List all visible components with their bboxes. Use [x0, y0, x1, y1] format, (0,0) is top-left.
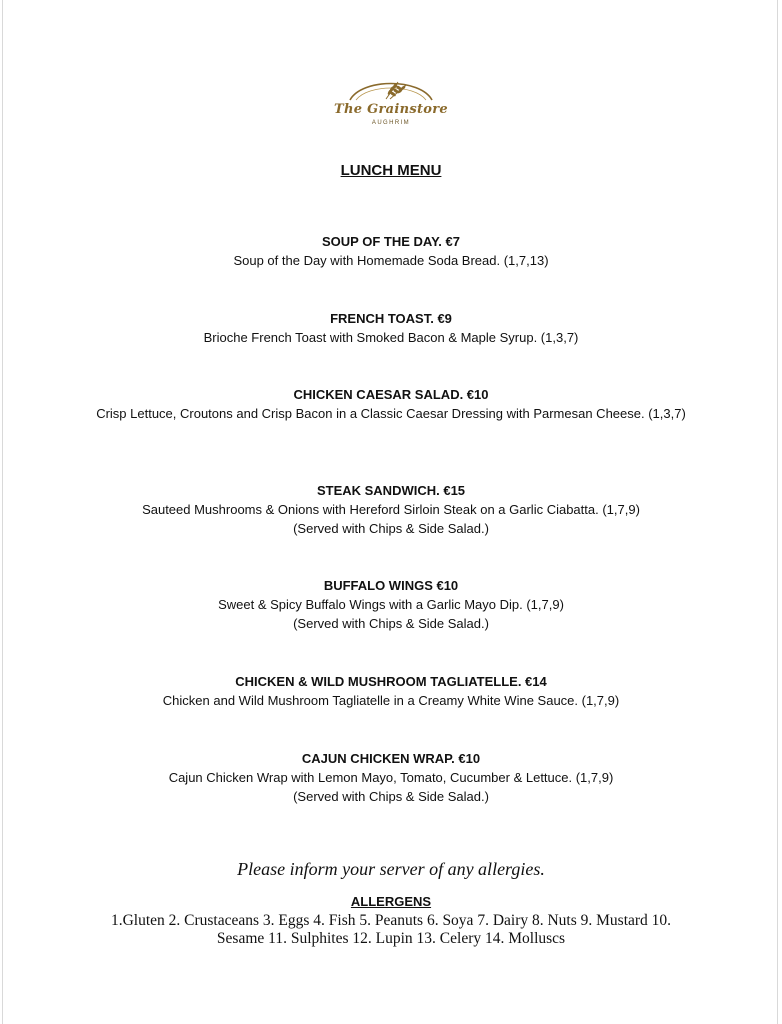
item-description: Cajun Chicken Wrap with Lemon Mayo, Tomato, Cucumber & Lettuce. (1,7,9) [168, 770, 614, 785]
logo-location: AUGHRIM [371, 120, 411, 126]
item-description: Soup of the Day with Homemade Soda Bread. (1,7,13) [233, 253, 549, 268]
item-description: Sweet & Spicy Buffalo Wings with a Garlic Mayo Dip. (1,7,9) [218, 597, 564, 612]
logo-name: The Grainstore [333, 102, 448, 117]
grainstore-logo [320, 74, 462, 132]
item-title: CAJUN CHICKEN WRAP. €10 [301, 751, 481, 766]
menu-item [60, 576, 722, 633]
wheat-arch-icon [320, 74, 462, 104]
allergens-heading: ALLERGENS [350, 894, 432, 909]
menu-item [60, 672, 722, 710]
item-title: SOUP OF THE DAY. €7 [322, 234, 460, 249]
menu-item [60, 309, 722, 347]
item-note: (Served with Chips & Side Salad.) [293, 521, 489, 536]
item-note: (Served with Chips & Side Salad.) [293, 789, 489, 804]
item-title: CHICKEN CAESAR SALAD. €10 [293, 387, 489, 402]
menu-item [60, 385, 722, 423]
item-title: BUFFALO WINGS €10 [323, 578, 459, 593]
item-title: STEAK SANDWICH. €15 [316, 483, 466, 498]
menu-item [60, 481, 722, 538]
item-description: Chicken and Wild Mushroom Tagliatelle in a Creamy White Wine Sauce. (1,7,9) [162, 693, 620, 708]
menu-title: LUNCH MENU [340, 162, 442, 179]
item-description: Crisp Lettuce, Croutons and Crisp Bacon in a Classic Caesar Dressing with Parmesan Cheese. (1,3,7) [96, 406, 686, 421]
item-description: Brioche French Toast with Smoked Bacon & Maple Syrup. (1,3,7) [203, 330, 579, 345]
item-title: FRENCH TOAST. €9 [330, 311, 452, 326]
allergens-list: 1.Gluten 2. Crustaceans 3. Eggs 4. Fish 5. Peanuts 6. Soya 7. Dairy 8. Nuts 9. Mustard 10. Sesame 11. Sulphites 12. Lupin 13. Celery 14. Molluscs [110, 912, 672, 947]
allergy-notice: Please inform your server of any allergies. [237, 859, 545, 879]
item-note: (Served with Chips & Side Salad.) [293, 616, 489, 631]
menu-item [60, 232, 722, 270]
menu-item [60, 749, 722, 806]
item-description: Sauteed Mushrooms & Onions with Hereford Sirloin Steak on a Garlic Ciabatta. (1,7,9) [142, 502, 640, 517]
item-title: CHICKEN & WILD MUSHROOM TAGLIATELLE. €14 [235, 674, 547, 689]
